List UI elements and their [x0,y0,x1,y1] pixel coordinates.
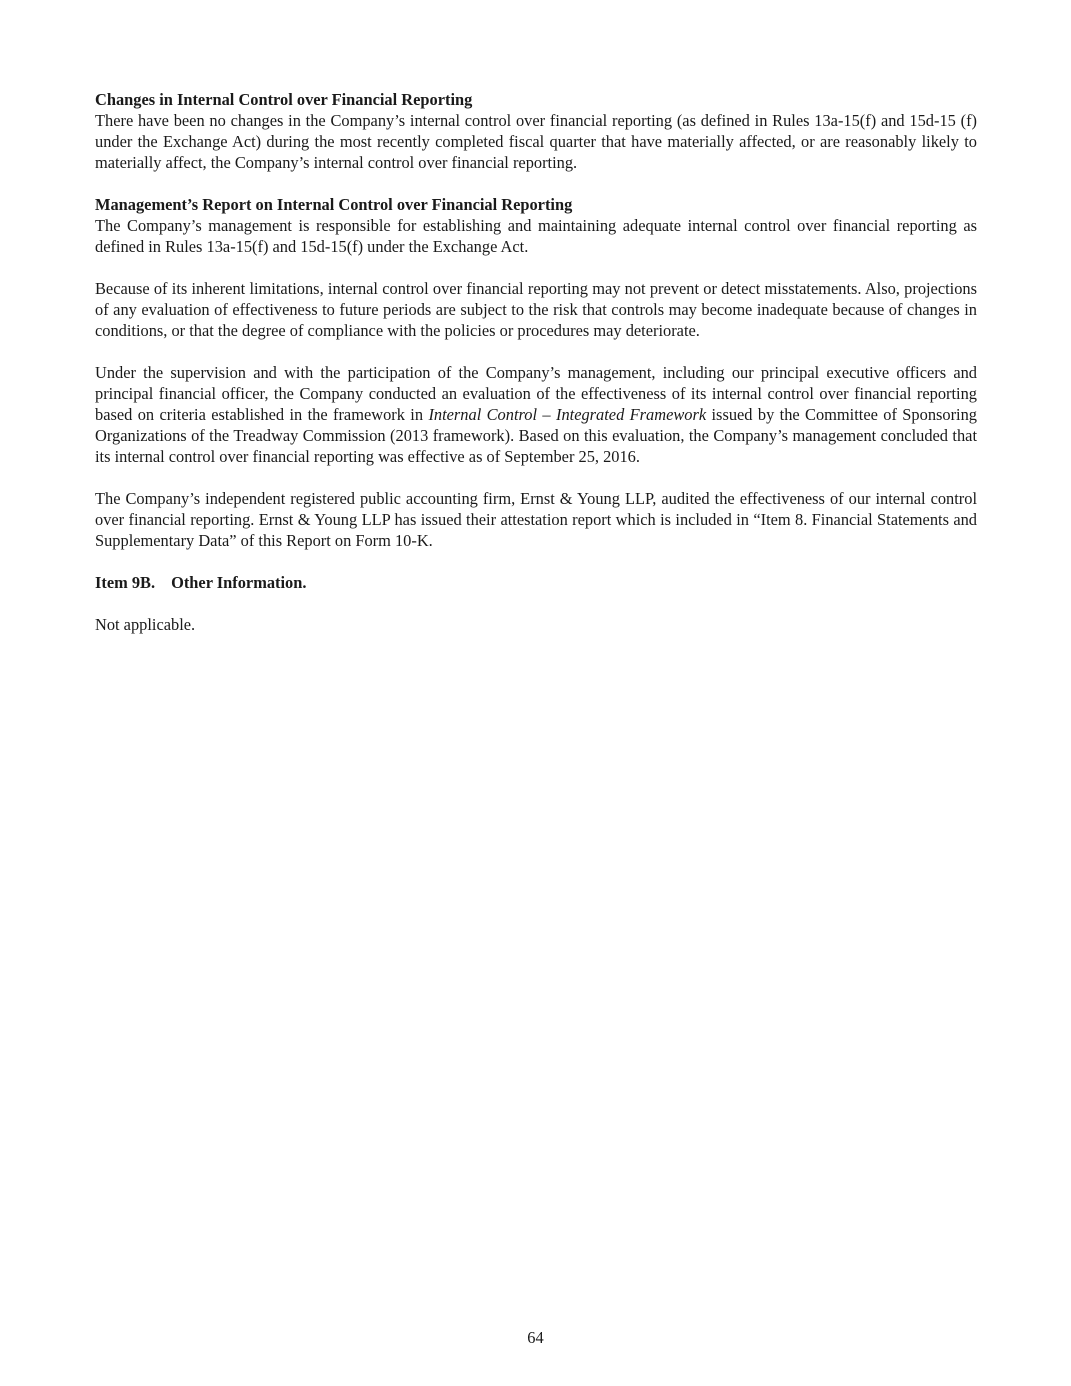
item-9b-label: Item 9B. [95,573,156,592]
item-9b-body: Not applicable. [95,615,196,634]
framework-title: Internal Control – Integrated Framework [428,405,707,424]
management-report-paragraph-4: The Company’s independent registered public accounting firm, Ernst & Young LLP, audited the effectiveness of our internal control over financial reporting. Ernst & Young LLP has issued their attestation report which is included in “Item 8. Financial Statements and Supplementary Data” of this Report on Form 10-K. [95,489,977,550]
management-report-paragraph-1: The Company’s management is responsible for establishing and maintaining adequate internal control over financial reporting as defined in Rules 13a-15(f) and 15d-15(f) under the Exchange Act. [95,216,977,256]
management-report-paragraph-3 [95,362,977,467]
page-number: 64 [527,1328,544,1347]
limitations-section [95,278,977,341]
paragraph-3-text-before: Under the supervision and with the participation of the Company’s management, including our principal executive officers and principal financial officer, the Company conducted an evaluation of the effectiveness of its internal control over financial reporting based on criteria established in the framework in [95,363,977,424]
evaluation-section [95,362,977,467]
document-page [95,89,977,635]
auditor-section [95,488,977,551]
management-report-heading: Management’s Report on Internal Control over Financial Reporting [95,195,573,214]
item-9b-heading [95,572,977,593]
changes-section [95,89,977,173]
paragraph-3-text-after: issued by the Committee of Sponsoring Organizations of the Treadway Commission (2013 framework). Based on this evaluation, the Company’s management concluded that its internal control over financial reporting was effective as of September 25, 2016. [95,405,977,466]
management-report-section [95,194,977,257]
item-9b-title: Other Information. [171,573,307,592]
changes-heading: Changes in Internal Control over Financial Reporting [95,90,473,109]
changes-body: There have been no changes in the Company’s internal control over financial reporting (as defined in Rules 13a-15(f) and 15d-15 (f) under the Exchange Act) during the most recently completed fiscal quarter that have materially affected, or are reasonably likely to materially affect, the Company’s internal control over financial reporting. [95,111,977,172]
management-report-paragraph-2: Because of its inherent limitations, internal control over financial reporting may not prevent or detect misstatements. Also, projections of any evaluation of effectiveness to future periods are subject to the risk that controls may become inadequate because of changes in conditions, or that the degree of compliance with the policies or procedures may deteriorate. [95,279,977,340]
